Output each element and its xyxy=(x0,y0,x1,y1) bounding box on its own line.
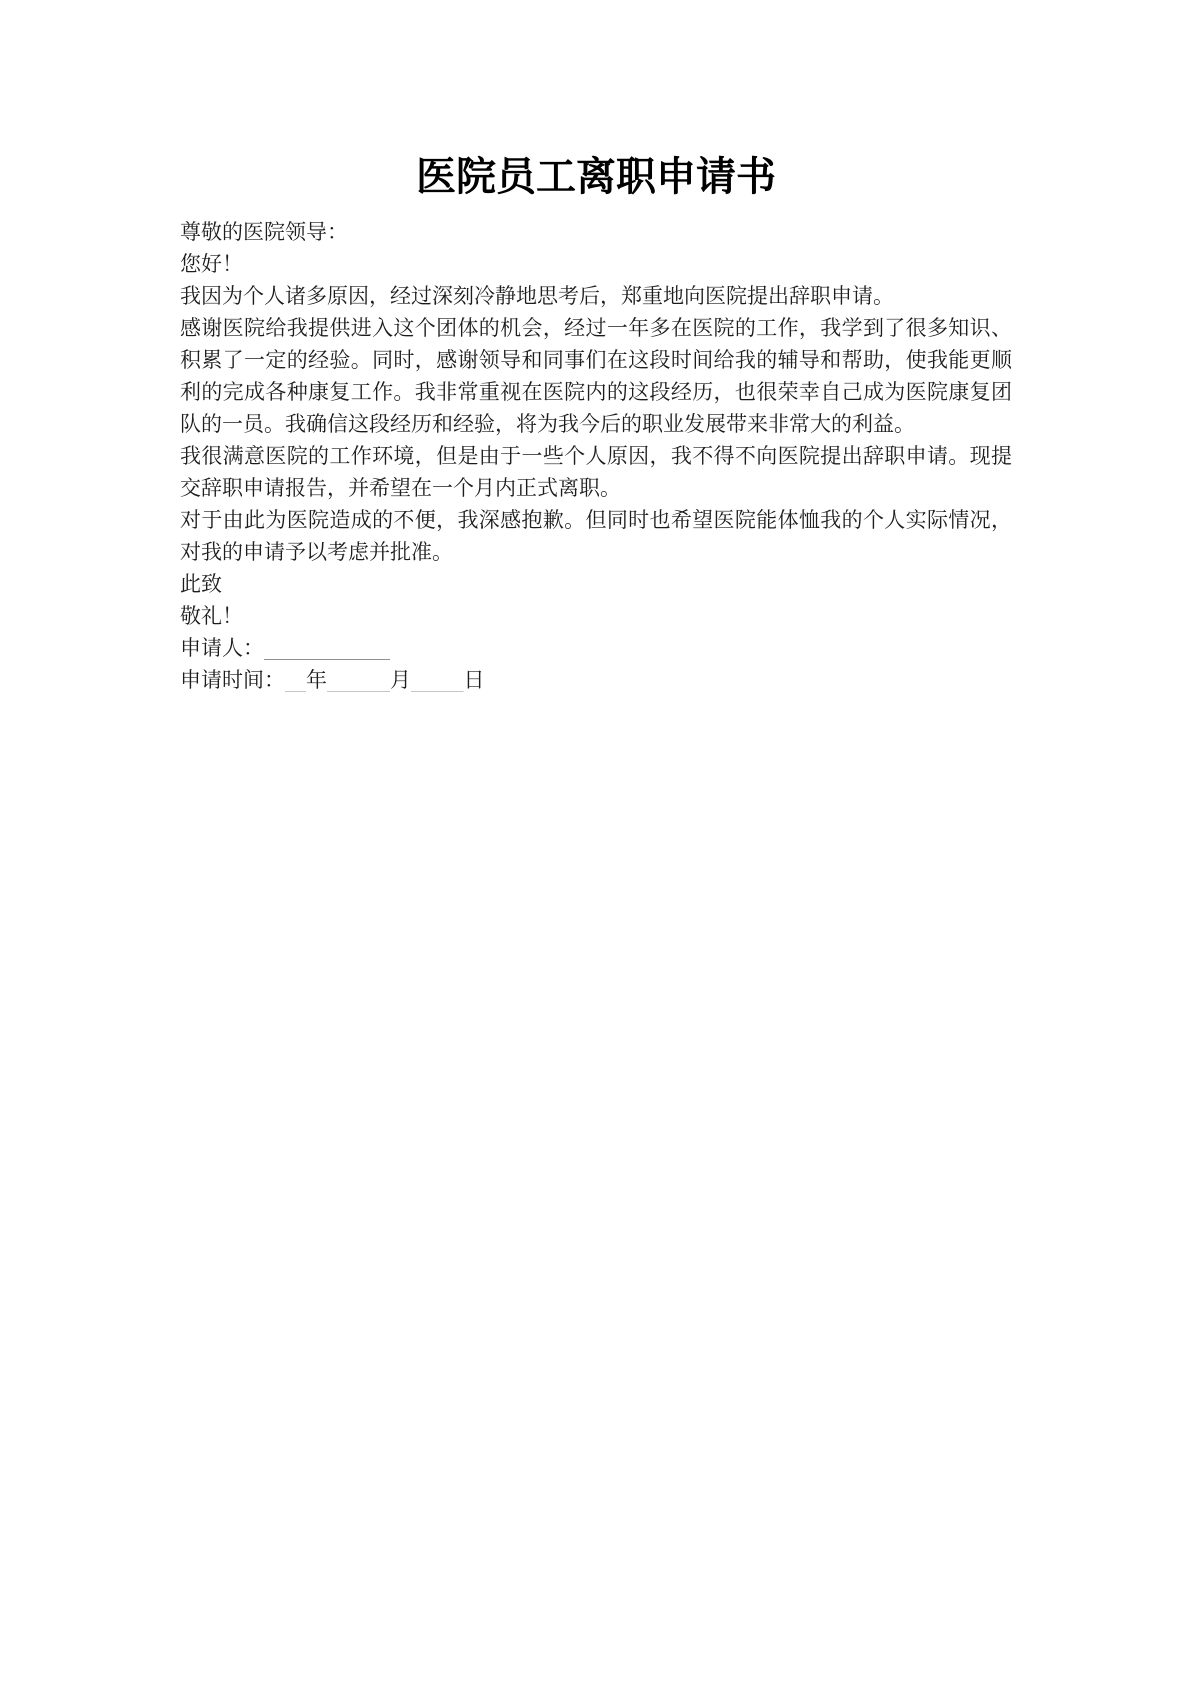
document-title: 医院员工离职申请书 xyxy=(416,153,776,200)
date-blank-before-day: _____ xyxy=(411,668,464,692)
salutation-line: 尊敬的医院领导： xyxy=(180,220,348,244)
salute-line: 敬礼！ xyxy=(180,604,243,628)
date-label: 申请时间： xyxy=(180,668,285,692)
applicant-line xyxy=(180,632,1012,664)
date-blank-before-month: ______ xyxy=(327,668,390,692)
date-blank-before-year: __ xyxy=(285,668,306,692)
paragraph-gratitude: 感谢医院给我提供进入这个团体的机会，经过一年多在医院的工作，我学到了很多知识、积累了一定的经验。同时，感谢领导和同事们在这段时间给我的辅导和帮助，使我能更顺利的完成各种康复工作。我非常重视在医院内的这段经历，也很荣幸自己成为医院康复团队的一员。我确信这段经历和经验，将为我今后的职业发展带来非常大的利益。 xyxy=(180,316,1012,436)
paragraph-resignation-request: 我很满意医院的工作环境，但是由于一些个人原因，我不得不向医院提出辞职申请。现提交辞职申请报告，并希望在一个月内正式离职。 xyxy=(180,444,1012,500)
applicant-label: 申请人： xyxy=(180,636,264,660)
paragraph-resignation-intent: 我因为个人诸多原因，经过深刻冷静地思考后，郑重地向医院提出辞职申请。 xyxy=(180,284,894,308)
applicant-blank-underline: ____________ xyxy=(264,636,390,660)
date-year-label: 年 xyxy=(306,668,327,692)
date-line xyxy=(180,664,1012,696)
date-month-label: 月 xyxy=(390,668,411,692)
paragraph-apology: 对于由此为医院造成的不便，我深感抱歉。但同时也希望医院能体恤我的个人实际情况，对我的申请予以考虑并批准。 xyxy=(180,508,1012,564)
greeting-line: 您好！ xyxy=(180,252,243,276)
closing-line: 此致 xyxy=(180,572,222,596)
date-day-label: 日 xyxy=(463,668,485,692)
letter-content xyxy=(180,150,1012,696)
